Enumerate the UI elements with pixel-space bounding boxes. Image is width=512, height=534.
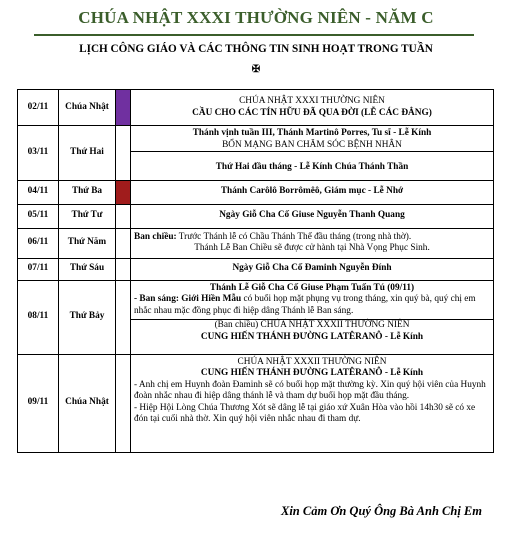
row-line: - Hiệp Hội Lòng Chúa Thương Xót sẽ dâng lễ tại giáo xứ Xuân Hòa vào hồi 14h30 sẽ có xe đón tại cuối nhà thờ. Xin quý hội viên nhắc nhau đi tham dự. <box>134 402 476 424</box>
page-title: CHÚA NHẬT XXXI THƯỜNG NIÊN - NĂM C <box>78 8 434 27</box>
row-line: Thánh Lễ Ban Chiều sẽ được cử hành tại Nhà Vọng Phục Sinh. <box>194 243 430 253</box>
liturgical-color-swatch <box>116 180 131 204</box>
row-date: 09/11 <box>18 354 59 452</box>
row-day: Thứ Hai <box>59 126 116 181</box>
row-content <box>131 90 494 126</box>
row-date: 08/11 <box>18 280 59 354</box>
table-row <box>18 126 494 181</box>
row-line: - Anh chị em Huynh đoàn Đaminh sẽ có buổi họp mặt thường kỳ. Xin quý hội viên của Huynh đoàn nhắc nhau đi hiệp dâng thánh lễ và tham dự buổi họp mặt đầu tháng. <box>134 379 486 401</box>
row-day: Thứ Bảy <box>59 280 116 354</box>
row-line: CẦU CHO CÁC TÍN HỮU ĐÃ QUA ĐỜI (LỄ CÁC ĐẲNG) <box>192 107 432 118</box>
table-row <box>18 280 494 354</box>
row-line: CHÚA NHẬT XXXII THƯỜNG NIÊN <box>237 356 387 367</box>
row-line: Thứ Hai đầu tháng - Lễ Kính Chúa Thánh Thần <box>131 151 493 180</box>
page-subtitle: LỊCH CÔNG GIÁO VÀ CÁC THÔNG TIN SINH HOẠT TRONG TUẦN <box>79 43 433 55</box>
liturgical-color-swatch <box>116 258 131 280</box>
row-label: - Ban sáng: Giới Hiền Mẫu <box>134 294 242 304</box>
row-date: 05/11 <box>18 204 59 228</box>
table-row <box>18 90 494 126</box>
table-row <box>18 258 494 280</box>
row-day: Thứ Tư <box>59 204 116 228</box>
row-line: CUNG HIẾN THÁNH ĐƯỜNG LATÊRANÔ - Lễ Kính <box>200 331 424 342</box>
table-row <box>18 180 494 204</box>
liturgical-color-swatch <box>116 228 131 258</box>
row-line: CUNG HIẾN THÁNH ĐƯỜNG LATÊRANÔ - Lễ Kính <box>200 368 424 378</box>
liturgical-color-swatch <box>116 354 131 452</box>
row-line: CHÚA NHẬT XXXI THƯỜNG NIÊN <box>239 96 385 106</box>
closing-thanks: Xin Cảm Ơn Quý Ông Bà Anh Chị Em <box>281 504 482 518</box>
table-row <box>18 228 494 258</box>
calendar-table <box>17 89 494 453</box>
row-line: Ngày Giỗ Cha Cố Đaminh Nguyễn Đính <box>131 258 494 280</box>
table-row <box>18 204 494 228</box>
row-date: 06/11 <box>18 228 59 258</box>
liturgical-color-swatch <box>116 126 131 181</box>
row-content <box>131 280 494 354</box>
row-content <box>131 228 494 258</box>
row-line: (Ban chiều) CHÚA NHẬT XXXII THƯỜNG NIÊN <box>131 319 493 332</box>
liturgical-color-swatch <box>116 280 131 354</box>
row-line: BỔN MẠNG BAN CHĂM SÓC BỆNH NHÂN <box>222 139 402 150</box>
liturgical-color-swatch <box>116 204 131 228</box>
title-divider <box>34 34 474 36</box>
row-date: 02/11 <box>18 90 59 126</box>
table-row <box>18 354 494 452</box>
row-date: 04/11 <box>18 180 59 204</box>
row-day: Thứ Sáu <box>59 258 116 280</box>
row-line: Thánh Lễ Giỗ Cha Cố Giuse Phạm Tuấn Tú (09/11) <box>209 282 415 293</box>
row-day: Chúa Nhật <box>59 354 116 452</box>
row-date: 03/11 <box>18 126 59 181</box>
row-label: Ban chiều: <box>134 231 177 242</box>
row-day: Thứ Năm <box>59 228 116 258</box>
row-day: Chúa Nhật <box>59 90 116 126</box>
row-line: Trước Thánh lễ có Chầu Thánh Thể đầu tháng (trong nhà thờ). <box>178 231 412 242</box>
row-line: Thánh vịnh tuần III, Thánh Martinô Porres, Tu sĩ - Lễ Kính <box>192 128 432 138</box>
liturgical-color-swatch <box>116 90 131 126</box>
row-content <box>131 354 494 452</box>
row-day: Thứ Ba <box>59 180 116 204</box>
row-line: Ngày Giỗ Cha Cố Giuse Nguyễn Thanh Quang <box>131 204 494 228</box>
row-date: 07/11 <box>18 258 59 280</box>
row-line: Thánh Carôlô Borrômêô, Giám mục - Lễ Nhớ <box>131 180 494 204</box>
cross-symbol-icon: ✠ <box>251 64 261 75</box>
row-line: có buổi họp mặt phụng vụ trong tháng, xin quý bà, quý chị em nhắc nhau mặc đồng phục đi hiệp dâng Thánh lễ Ban sáng. <box>134 294 476 316</box>
row-content <box>131 126 494 181</box>
